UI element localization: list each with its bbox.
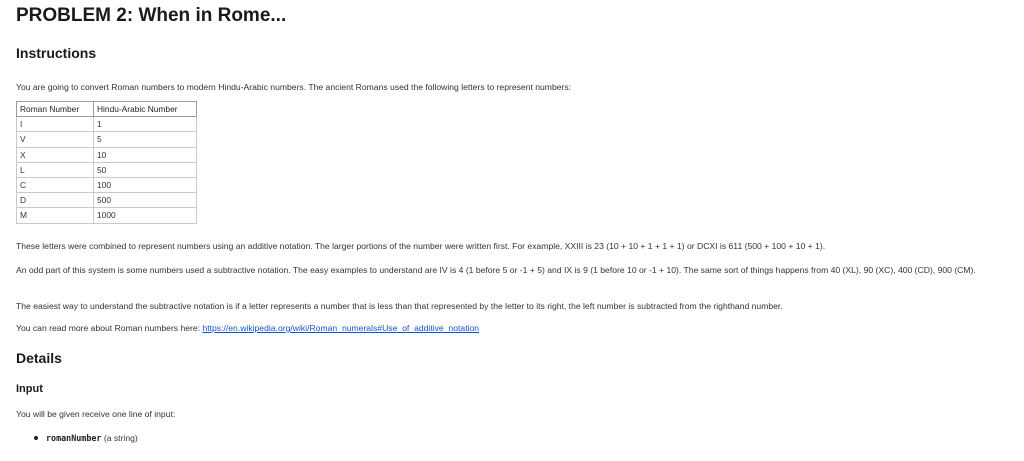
read-more-text: You can read more about Roman numbers here: — [16, 323, 203, 333]
read-more-paragraph — [16, 322, 479, 334]
arabic-cell: 100 — [94, 177, 197, 192]
roman-cell: X — [17, 147, 94, 162]
input-description: (a string) — [101, 433, 138, 443]
roman-cell: M — [17, 208, 94, 223]
roman-cell: D — [17, 193, 94, 208]
arabic-cell: 1000 — [94, 208, 197, 223]
roman-numeral-table — [16, 101, 197, 224]
table-row — [17, 117, 197, 132]
table-row — [17, 193, 197, 208]
bullet-icon — [34, 436, 38, 440]
details-heading: Details — [16, 350, 62, 366]
table-row — [17, 147, 197, 162]
input-list — [16, 431, 138, 445]
roman-cell: C — [17, 177, 94, 192]
instructions-heading: Instructions — [16, 45, 97, 61]
table-row — [17, 162, 197, 177]
roman-cell: I — [17, 117, 94, 132]
roman-cell: V — [17, 132, 94, 147]
table-row — [17, 177, 197, 192]
list-item — [16, 431, 138, 445]
table-header-row — [17, 102, 197, 117]
arabic-cell: 10 — [94, 147, 197, 162]
table-row — [17, 132, 197, 147]
input-intro-paragraph: You will be given receive one line of input: — [16, 409, 176, 419]
table-row — [17, 208, 197, 223]
subtractive-paragraph: An odd part of this system is some numbers used a subtractive notation. The easy examples to understand are IV is 4 (1 before 5 or -1 + 5) and IX is 9 (1 before 10 or -1 + 10). The same sort of things happens from 40 (XL), 90 (XC), 400 (CD), 900 (CM). — [16, 265, 976, 275]
arabic-cell: 1 — [94, 117, 197, 132]
column-header-arabic: Hindu-Arabic Number — [94, 102, 197, 117]
additive-paragraph: These letters were combined to represent numbers using an additive notation. The larger portions of the number were written first. For example, XXIII is 23 (10 + 10 + 1 + 1 + 1) or DCXI is 611 (500 + 100 + 10 + 1). — [16, 241, 826, 251]
arabic-cell: 5 — [94, 132, 197, 147]
roman-cell: L — [17, 162, 94, 177]
arabic-cell: 50 — [94, 162, 197, 177]
arabic-cell: 500 — [94, 193, 197, 208]
easiest-paragraph: The easiest way to understand the subtractive notation is if a letter represents a number that is less than that represented by the letter to its right, the left number is subtracted from the righthand number. — [16, 301, 783, 311]
page-title: PROBLEM 2: When in Rome... — [16, 5, 287, 26]
wikipedia-link[interactable]: https://en.wikipedia.org/wiki/Roman_numerals#Use_of_additive_notation — [202, 323, 480, 333]
input-heading: Input — [16, 383, 43, 395]
input-name: romanNumber — [46, 433, 102, 443]
column-header-roman: Roman Number — [17, 102, 94, 117]
intro-paragraph: You are going to convert Roman numbers to modern Hindu-Arabic numbers. The ancient Romans used the following letters to represent numbers: — [16, 82, 572, 92]
